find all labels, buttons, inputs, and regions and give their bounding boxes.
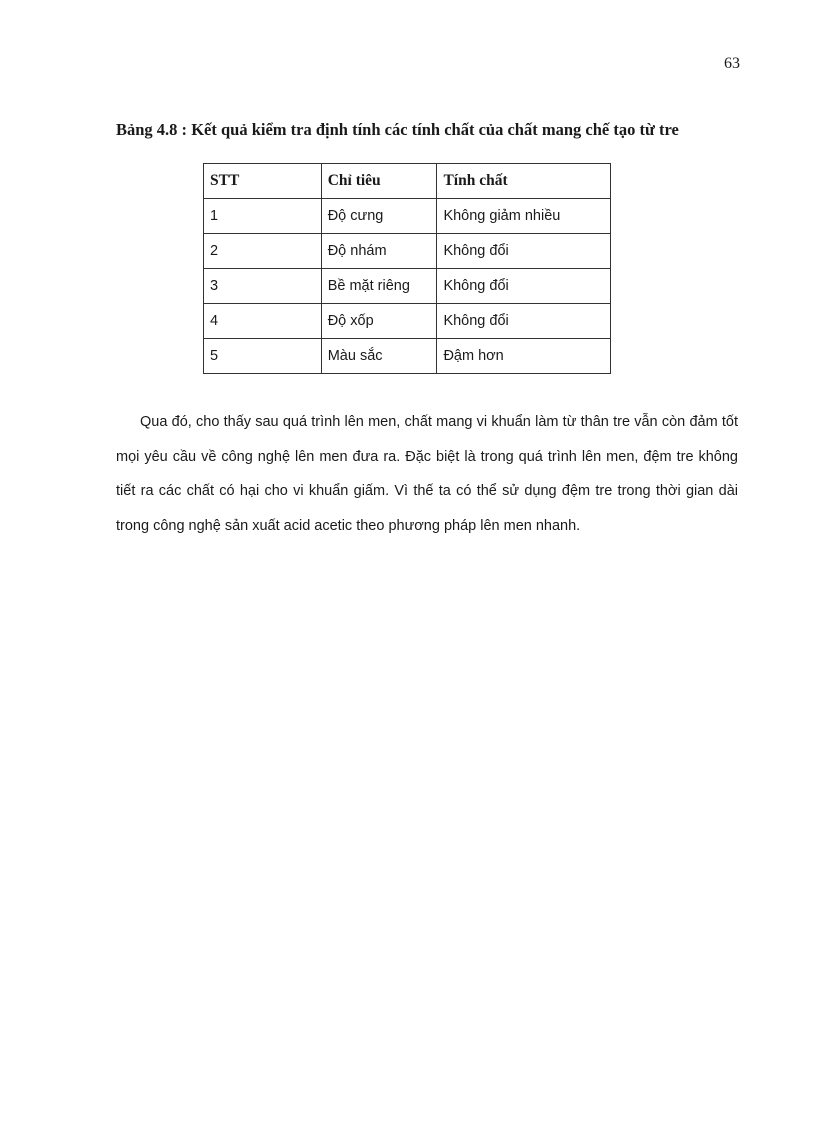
results-table <box>203 163 611 374</box>
cell-stt: 3 <box>204 269 322 304</box>
page-number: 63 <box>724 55 740 72</box>
cell-chi-tieu: Độ cưng <box>321 199 437 234</box>
table-header-row <box>204 164 611 199</box>
table-row <box>204 304 611 339</box>
header-tinh-chat: Tính chất <box>437 164 611 199</box>
cell-chi-tieu: Màu sắc <box>321 339 437 374</box>
body-paragraph: Qua đó, cho thấy sau quá trình lên men, chất mang vi khuẩn làm từ thân tre vẫn còn đảm tốt mọi yêu cầu về công nghệ lên men đưa ra. Đặc biệt là trong quá trình lên men, đệm tre không tiết ra các chất có hại cho vi khuẩn giấm. Vì thế ta có thể sử dụng đệm tre trong thời gian dài trong công nghệ sản xuất acid acetic theo phương pháp lên men nhanh. <box>116 414 738 534</box>
table-row <box>204 269 611 304</box>
table-row <box>204 339 611 374</box>
table-caption <box>116 118 740 142</box>
cell-stt: 2 <box>204 234 322 269</box>
cell-stt: 4 <box>204 304 322 339</box>
table-caption-label: Bảng 4.8 : <box>116 120 188 139</box>
cell-chi-tieu: Độ nhám <box>321 234 437 269</box>
cell-stt: 1 <box>204 199 322 234</box>
header-chi-tieu: Chỉ tiêu <box>321 164 437 199</box>
table-caption-text: Kết quả kiểm tra định tính các tính chất của chất mang chế tạo từ tre <box>191 120 679 139</box>
cell-chi-tieu: Bề mặt riêng <box>321 269 437 304</box>
cell-tinh-chat: Không đổi <box>437 234 611 269</box>
header-stt: STT <box>204 164 322 199</box>
cell-chi-tieu: Độ xốp <box>321 304 437 339</box>
cell-tinh-chat: Đậm hơn <box>437 339 611 374</box>
cell-stt: 5 <box>204 339 322 374</box>
table-row <box>204 234 611 269</box>
cell-tinh-chat: Không đổi <box>437 304 611 339</box>
cell-tinh-chat: Không giảm nhiều <box>437 199 611 234</box>
table-row <box>204 199 611 234</box>
cell-tinh-chat: Không đổi <box>437 269 611 304</box>
